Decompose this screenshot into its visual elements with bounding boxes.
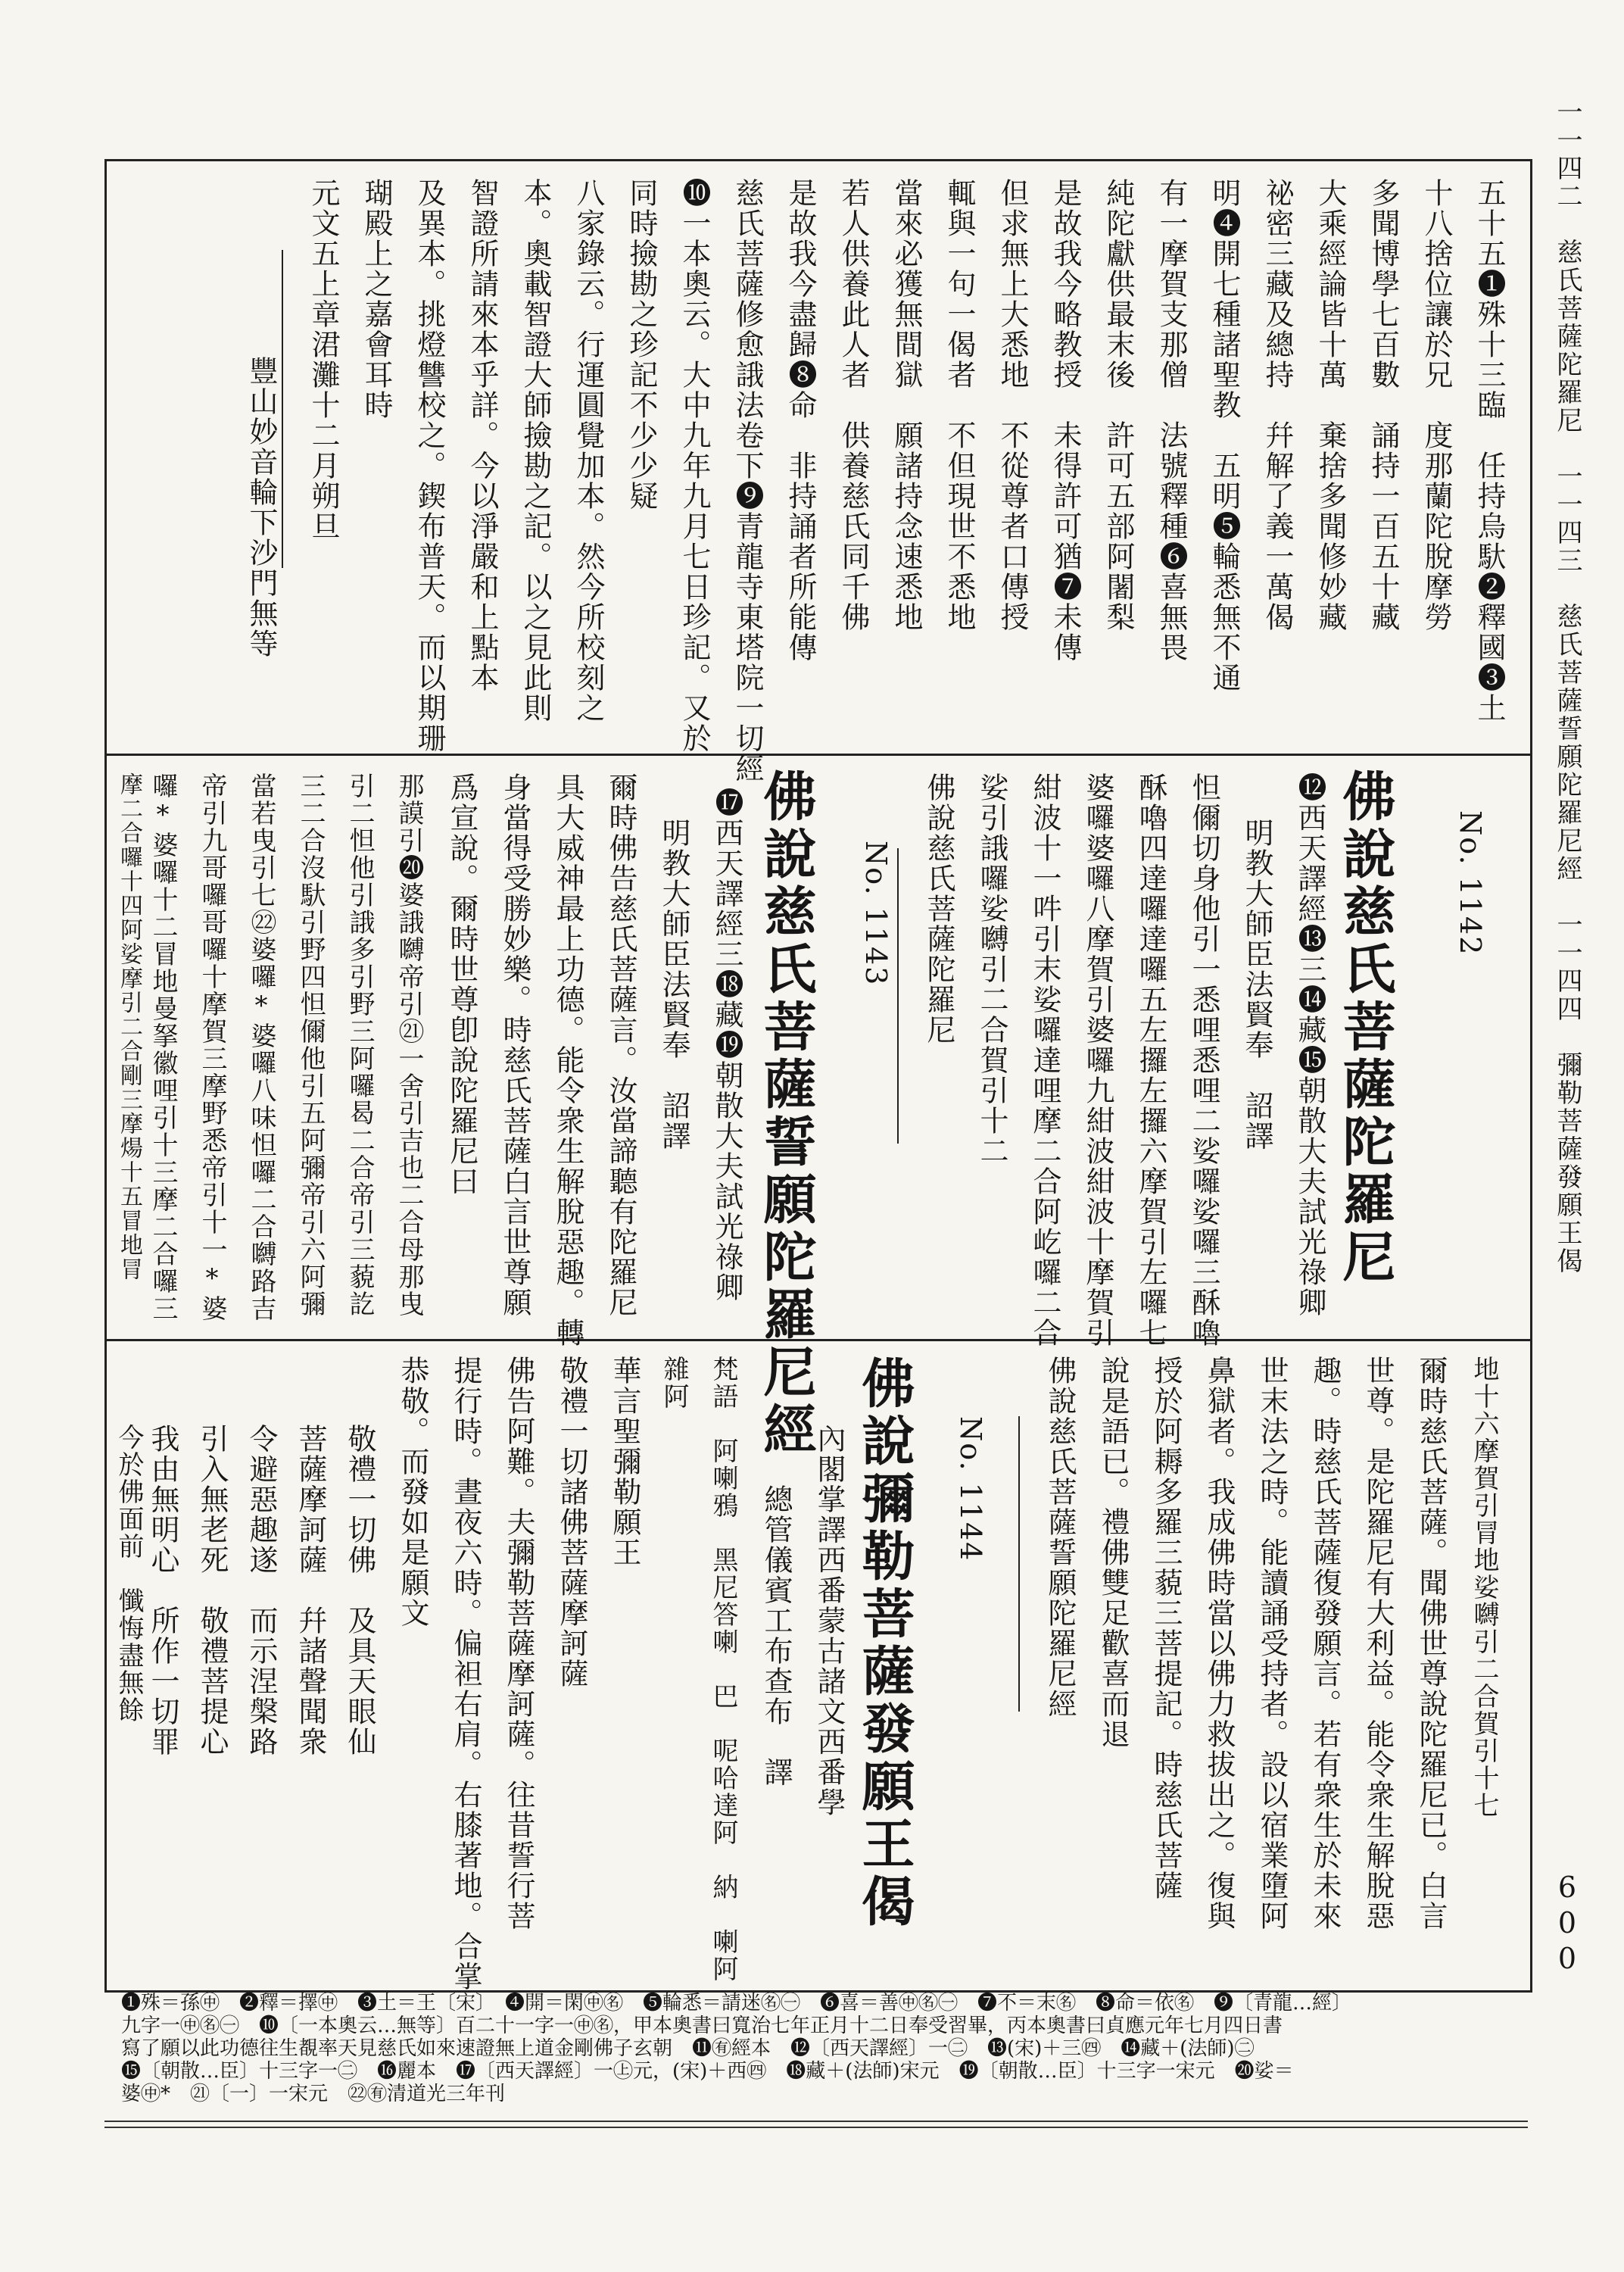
text-line: 輒與一句一偈者 不但現世不悉地 [943,178,976,632]
footnote-line: 婆㊥* ㉑〔一〕一宋元 ㉒㊒清道光三年刊 [121,2083,506,2105]
text-line: 授於阿耨多羅三藐三菩提記。時慈氏菩薩 [1149,1356,1183,1901]
text-line: 總管儀賓工布查布 譯 [759,1484,793,1787]
verse-line: 今於佛面前 懺悔盡無餘 [114,1424,144,1724]
text-line: 元文五上章涒灘十二月朔旦 [307,178,340,541]
entry-number-1143: No. 1143 [859,841,893,987]
bottom-rule [104,2127,1528,2128]
text-line: 及異本。挑燈讐校之。鍥布普天。而以期珊 [413,178,446,754]
text-line: 若人供養此人者 供養慈氏同千佛 [837,178,870,632]
text-line: 五十五❶殊十三臨 任持烏馱❷釋國❸土 [1473,178,1506,723]
text-line: 梵語 阿喇鴉 黑尼答喇 巴 呢哈達阿 納 喇阿 [708,1356,738,1983]
footnote-line: ❶殊＝孫㊥ ❷釋＝擇㊥ ❸土＝王〔宋〕 ❹開＝閑㊥㊔ ❺輪悉＝請迷㊔㊀ ❻喜＝善㊥㊔㊀ ❼不＝末㊔ ❽命＝依㊔ ❾〔青龍…經〕 [121,1992,1352,2015]
text-line: 具大威神最上功德。能令衆生解脫惡趣。轉 [551,772,584,1348]
text-line: ⓬西天譯經⓭三⓮藏⓯朝散大夫試光祿卿 [1293,772,1326,1318]
text-line: 囉*婆囉十二冒地曼拏徽哩引十三摩二合囉三 [148,772,178,1322]
footnotes [121,1992,1514,2105]
text-line: 佛告阿難。夫彌勒菩薩摩訶薩。往昔誓行菩 [502,1356,535,1931]
bottom-rule [104,2121,1528,2122]
footnote-line: 九字一㊥㊔㊀ ❿〔一本奧云…無等〕百二十一字一㊥㊔，甲本奧書曰寬治七年正月十二日奉受習畢，丙本奧書曰貞應元年七月四日書 [121,2015,1283,2037]
divider-top-middle [104,754,1530,756]
text-line: 是故我今盡歸❽命 非持誦者所能傳 [784,178,817,663]
title-1143: 佛說慈氏菩薩誓願陀羅尼經 [755,769,818,1459]
text-line: 婆囉婆囉八摩賀引婆囉九紺波紺波十摩賀引 [1081,772,1114,1348]
text-line: 紺波十一吽引末娑囉達哩摩二合阿屹囉二合 [1028,772,1061,1348]
text-line: 有一摩賀支那僧 法號釋種❻喜無畏 [1155,178,1188,663]
text-line: 引二怛他引誐多引野三阿囉曷二合帝引三藐訖 [344,772,375,1318]
text-line: 明教大師臣法賢奉 詔譯 [1240,818,1273,1151]
text-line: 怛儞切身他引一悉哩悉哩二娑囉娑囉三酥嚕 [1187,772,1220,1348]
text-line: 八家錄云。行運圓覺加本。然今所校刻之 [572,178,605,723]
text-line: ❿一本奧云。大中九年九月七日珍記。又於 [678,178,711,754]
text-line: 娑引誐囉娑嚩引二合賀引十二 [975,772,1008,1166]
text-line: 雜阿 [659,1356,689,1410]
verse-line: 我由無明心 所作一切罪 [146,1424,179,1757]
verse-line: 令避惡趣遂 而示涅槃路 [245,1424,278,1757]
text-line: 爾時慈氏菩薩。聞佛世尊說陀羅尼已。白言 [1414,1356,1448,1931]
verse-line: 敬禮一切佛 及具天眼仙 [343,1424,376,1757]
text-line: 那謨引⓴婆誐嚩帝引㉑一舍引吉也二合母那曳 [394,772,424,1318]
entry-number-1142: No. 1142 [1454,810,1487,957]
text-line: 智證所請來本乎詳。今以淨嚴和上點本 [466,178,499,693]
text-line: 華言聖彌勒願王 [608,1356,641,1568]
text-line: 摩二合囉十四阿娑摩引二合剛三摩煬十五冒地冐 [116,772,142,1281]
verse-line: 菩薩摩訶薩 幷諸聲聞衆 [294,1424,327,1757]
text-line: ⓱西天譯經三⓲藏⓳朝散大夫試光祿卿 [710,788,743,1303]
text-line: 十八捨位讓於兄 度那蘭陀脫摩勞 [1420,178,1453,632]
text-line: 純陀獻供最末後 許可五部阿闍梨 [1102,178,1135,632]
page-number: 600 [1551,1871,1584,1977]
text-line: 瑚殿上之嘉會耳時 [360,178,393,420]
text-line: 本。奧載智證大師撿勘之記。以之見此則 [519,178,552,723]
text-line: 當若曳引七㉒婆囉*婆囉八味怛囉二合嚩路吉 [246,772,276,1322]
separator-rule [897,848,899,1144]
text-line: 豐山妙音輪下沙門無等 [245,356,278,659]
footnote-line: ⓯〔朝散…臣〕十三字一㊁ ⓰麗本 ⓱〔西天譯經〕一㊤元，(宋)＋西㊃ ⓲藏＋(法師)宋元 ⓳〔朝散…臣〕十三字一宋元 ⓴娑＝ [121,2060,1294,2083]
footnote-line: 寫了願以此功德往生覩率天見慈氏如來速證無上道金剛佛子玄朝 ⓫㊒經本 ⓬〔西天譯經〕一㊁ ⓭(宋)＋三㊃ ⓮藏＋(法師)㊁ [121,2037,1255,2060]
text-line: 明教大師臣法賢奉 詔譯 [657,818,690,1151]
text-line: 佛說慈氏菩薩陀羅尼 [922,772,955,1045]
separator-rule [282,250,283,568]
running-header: 一一四二 慈氏菩薩陀羅尼 一一四三 慈氏菩薩誓願陀羅尼經 一一四四 彌勒菩薩發願王偈 [1552,98,1582,1275]
text-line: 祕密三藏及總持 幷解了義一萬偈 [1261,178,1294,632]
text-line: 內閣掌譯西番蒙古諸文西番學 [812,1424,846,1818]
text-line: 當來必獲無間獄 願諸持念速悉地 [890,178,923,632]
text-line: 佛說慈氏菩薩誓願陀羅尼經 [1043,1356,1077,1719]
text-line: 提行時。晝夜六時。偏袒右肩。右膝著地。合掌 [449,1356,482,1992]
text-line: 趣。時慈氏菩薩復發願言。若有衆生於未來 [1308,1356,1342,1931]
text-line: 大乘經論皆十萬 棄捨多聞修妙藏 [1314,178,1347,632]
text-line: 多聞博學七百數 誦持一百五十藏 [1367,178,1400,632]
text-line: 同時撿勘之珍記不少少疑 [625,178,658,511]
text-line: 世末法之時。能讀誦受持者。設以宿業墮阿 [1255,1356,1289,1931]
text-line: 酥嚕四達囉達囉五左攞左攞六摩賀引左囉七 [1134,772,1167,1348]
text-line: 是故我今略教授 未得許可猶❼未傳 [1049,178,1082,663]
separator-rule [1018,1416,1020,1712]
text-line: 慈氏菩薩修愈誐法卷下❾青龍寺東塔院一切經 [731,178,764,784]
text-line: 說是語已。禮佛雙足歡喜而退 [1096,1356,1130,1749]
text-line: 地十六摩賀引冐地娑嚩引二合賀引十七 [1469,1356,1499,1819]
text-line: 但求無上大悉地 不從尊者口傳授 [996,178,1029,632]
text-line: 恭敬。而發如是願文 [396,1356,429,1628]
title-1144: 佛說彌勒菩薩發願王偈 [853,1356,916,1931]
entry-number-1144: No. 1144 [954,1416,987,1562]
text-line: 爾時佛告慈氏菩薩言。汝當諦聽有陀羅尼 [604,772,637,1318]
text-line: 明❹開七種諸聖教 五明❺輪悉無不通 [1208,178,1241,693]
text-line: 世尊。是陀羅尼有大利益。能令衆生解脫惡 [1361,1356,1395,1931]
text-line: 爲宣說。爾時世尊卽說陀羅尼曰 [445,772,478,1197]
text-line: 帝引九哥囉哥囉十摩賀三摩野悉帝引十一*婆 [197,772,227,1322]
text-line: 身當得受勝妙樂。時慈氏菩薩白言世尊願 [498,772,531,1318]
text-line: 鼻獄者。我成佛時當以佛力救拔出之。復與 [1202,1356,1236,1931]
text-line: 敬禮一切諸佛菩薩摩訶薩 [555,1356,588,1689]
text-line: 三二合沒馱引野四怛儞他引五阿彌帝引六阿彌 [295,772,326,1318]
title-1142: 佛說慈氏菩薩陀羅尼 [1334,769,1397,1287]
verse-line: 引入無老死 敬禮菩提心 [195,1424,229,1757]
